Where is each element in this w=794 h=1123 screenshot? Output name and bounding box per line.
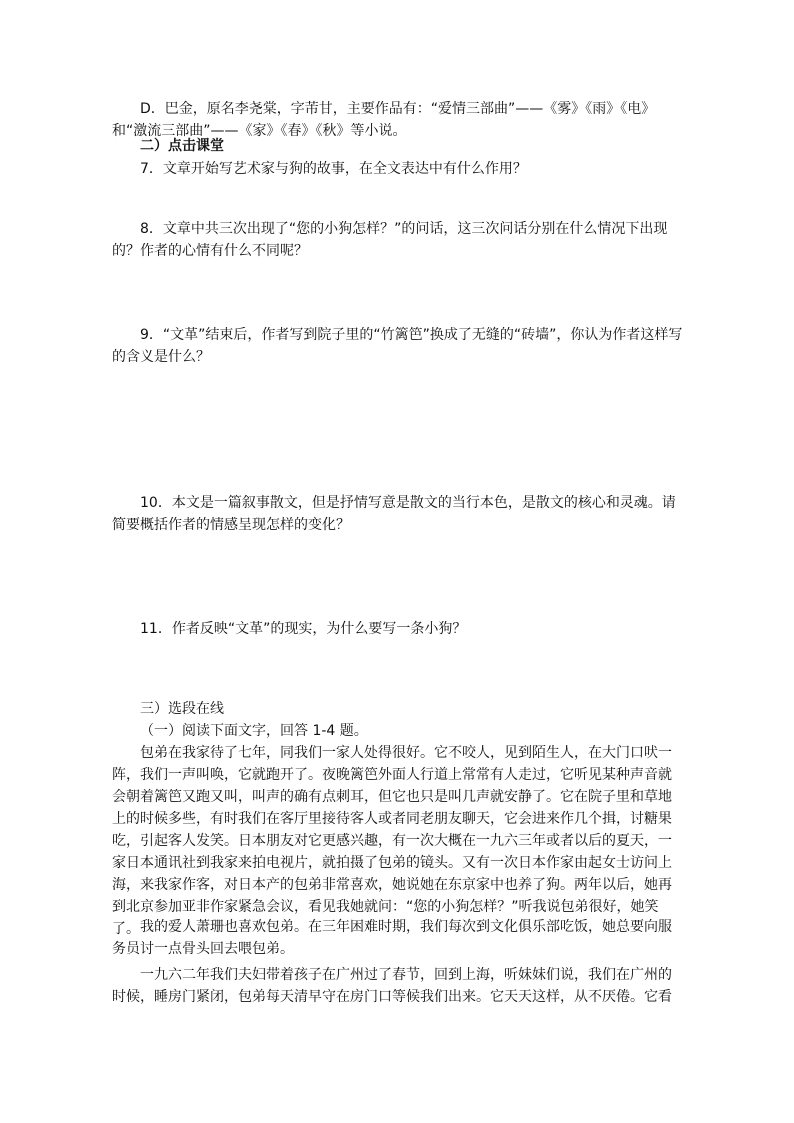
passage-paragraph-1: 包弟在我家待了七年，同我们一家人处得很好。它不咬人，见到陌生人，在大门口吠一阵，我们一声叫唤，它就跑开了。夜晚篱笆外面人行道上常常有人走过，它听见某种声音就会朝着篱笆又跑又叫，叫声的确有点刺耳，但它也只是叫几声就安静了。它在院子里和草地上的时候多些，有时我们在客厅里接待客人或者同老朋友聊天，它会进来作几个揖，讨糖果吃，引起客人发笑。日本朋友对它更感兴趣，有一次大概在一九六三年或者以后的夏天，一家日本通讯社到我家来拍电视片，就拍摄了包弟的镜头。又有一次日本作家由起女士访问上海，来我家作客，对日本产的包弟非常喜欢，她说她在东京家中也养了狗。两年以后，她再到北京参加亚非作家紧急会议，看见我她就问：“您的小狗怎样？”听我说包弟很好，她笑了。 (112, 745, 672, 937)
question-10: 10．本文是一篇叙事散文，但是抒情写意是散文的当行本色，是散文的核心和灵魂。请简要概括作者的情感呈现怎样的变化？ (112, 495, 676, 533)
question-9: 9．“文革”结束后，作者写到院子里的“竹篱笆”换成了无缝的“砖墙”，你认为作者这样写的含义是什么？ (112, 327, 683, 365)
reading-intro: （一）阅读下面文字，回答 1-4 题。 (140, 723, 368, 739)
section3-title: 三）选段在线 (140, 701, 224, 717)
passage-paragraph-3: 一九六二年我们夫妇带着孩子在广州过了春节，回到上海，听妹妹们说，我们在广州的时候，睡房门紧闭，包弟每天清早守在房门口等候我们出来。它天天这样，从不厌倦。它看 (112, 967, 672, 1005)
question-7: 7．文章开始写艺术家与狗的故事，在全文表达中有什么作用？ (140, 161, 527, 177)
question-11: 11．作者反映“文革”的现实，为什么要写一条小狗？ (140, 621, 467, 637)
passage-paragraph-2: 我的爱人萧珊也喜欢包弟。在三年困难时期，我们每次到文化俱乐部吃饭，她总要向服务员讨一点骨头回去喂包弟。 (112, 919, 672, 957)
section2-title: 二）点击课堂 (140, 138, 224, 154)
question-8: 8．文章中共三次出现了“您的小狗怎样？”的问话，这三次问话分别在什么情况下出现的？作者的心情有什么不同呢？ (112, 221, 668, 259)
option-d: D．巴金，原名李尧棠，字芾甘，主要作品有：“爱情三部曲”——《雾》《雨》《电》和“激流三部曲”——《家》《春》《秋》等小说。 (112, 101, 656, 139)
